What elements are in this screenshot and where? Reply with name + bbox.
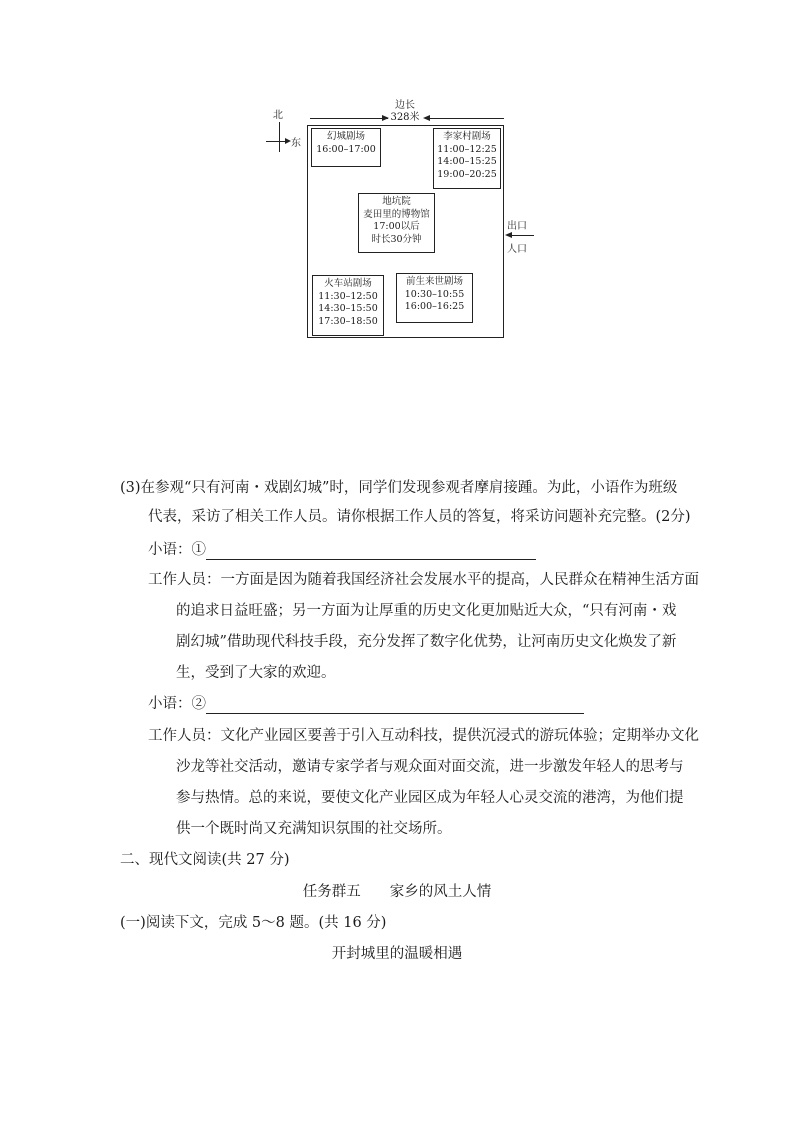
staff-label: 工作人员： xyxy=(148,728,221,744)
staff-answer1-line4: 生，受到了大家的欢迎。 xyxy=(176,665,336,681)
side-length-left-line xyxy=(310,118,388,119)
task-group-title: 任务群五 家乡的风土人情 xyxy=(302,884,492,900)
q2-prefix: 小语：② xyxy=(148,696,206,712)
compass-north-label: 北 xyxy=(273,110,283,121)
venue-name: 李家村剧场 xyxy=(443,131,491,142)
compass-east-label: 东 xyxy=(291,138,301,149)
staff-answer1-line1 xyxy=(148,570,699,590)
staff-answer1-line3: 剧幻城”借助现代科技手段，充分发挥了数字化优势，让河南历史文化焕发了新 xyxy=(176,634,677,650)
staff-answer1-line2: 的追求日益旺盛；另一方面为让厚重的历史文化更加贴近大众，“只有河南・戏 xyxy=(176,603,677,619)
venue-time: 14:00–15:25 xyxy=(437,156,497,167)
compass-vertical-line xyxy=(279,122,280,152)
gate-entry-label: 人口 xyxy=(507,244,527,255)
side-length-right-line xyxy=(426,118,504,119)
part1-instruction: (一)阅读下文，完成 5～8 题。(共 16 分) xyxy=(120,915,387,931)
venue-name: 地坑院 xyxy=(382,196,411,207)
question3-line1: (3)在参观“只有河南・戏剧幻城”时，同学们发现参观者摩肩接踵。为此，小语作为班级 xyxy=(120,480,678,496)
article-title: 开封城里的温暖相遇 xyxy=(331,946,463,962)
venue-time: 16:00–16:25 xyxy=(404,301,465,312)
venue-time: 17:00以后 xyxy=(373,221,420,232)
venue-subtitle: 麦田里的博物馆 xyxy=(363,208,430,220)
side-length-left-arrow-icon xyxy=(382,115,389,121)
venue-duration: 时长30分钟 xyxy=(371,233,422,245)
gate-exit-label: 出口 xyxy=(507,221,527,232)
side-length-right-arrow-icon xyxy=(423,115,430,121)
staff-answer2-line1 xyxy=(148,726,699,746)
question3-line2: 代表，采访了相关工作人员。请你根据工作人员的答复，将采访问题补充完整。(2分) xyxy=(148,509,691,525)
side-length-value: 328米 xyxy=(390,112,420,123)
venue-time: 11:00–12:25 xyxy=(437,143,497,155)
venue-name: 前生来世剧场 xyxy=(405,276,463,287)
venue-dikengyuan xyxy=(358,193,435,253)
staff-answer2-line4: 供一个既时尚又充满知识氛围的社交场所。 xyxy=(176,821,452,837)
q1-prefix: 小语：① xyxy=(148,542,206,558)
venue-huochezhan xyxy=(312,275,384,336)
q2-answer-blank[interactable] xyxy=(206,698,584,714)
venue-time: 17:30–18:50 xyxy=(318,315,378,327)
park-map xyxy=(0,0,794,360)
venue-name: 幻城剧场 xyxy=(326,131,365,142)
answer-text: 文化产业园区要善于引入互动科技，提供沉浸式的游玩体验；定期举办文化 xyxy=(220,728,699,744)
venue-time: 11:30–12:50 xyxy=(318,290,378,302)
venue-huancheng xyxy=(311,128,381,167)
interview-q2 xyxy=(148,694,584,714)
section2-heading: 二、现代文阅读(共 27 分) xyxy=(120,852,290,868)
venue-time: 16:00–17:00 xyxy=(316,143,376,155)
side-length-title: 边长 xyxy=(395,100,415,111)
venue-lijiacun xyxy=(433,128,501,189)
gate-arrow-icon xyxy=(505,232,512,238)
venue-time: 10:30–10:55 xyxy=(404,288,465,300)
venue-time: 19:00–20:25 xyxy=(437,168,497,180)
staff-label: 工作人员： xyxy=(148,572,221,588)
staff-answer2-line2: 沙龙等社交活动，邀请专家学者与观众面对面交流，进一步激发年轻人的思考与 xyxy=(176,759,684,775)
interview-q1 xyxy=(148,540,536,560)
venue-name: 火车站剧场 xyxy=(324,278,372,289)
venue-time: 14:30–15:50 xyxy=(318,303,378,314)
answer-text: 一方面是因为随着我国经济社会发展水平的提高，人民群众在精神生活方面 xyxy=(220,572,699,588)
venue-qianshenglaishi xyxy=(396,273,473,323)
q1-answer-blank[interactable] xyxy=(206,544,536,560)
staff-answer2-line3: 参与热情。总的来说，要使文化产业园区成为年轻人心灵交流的港湾，为他们提 xyxy=(176,790,684,806)
